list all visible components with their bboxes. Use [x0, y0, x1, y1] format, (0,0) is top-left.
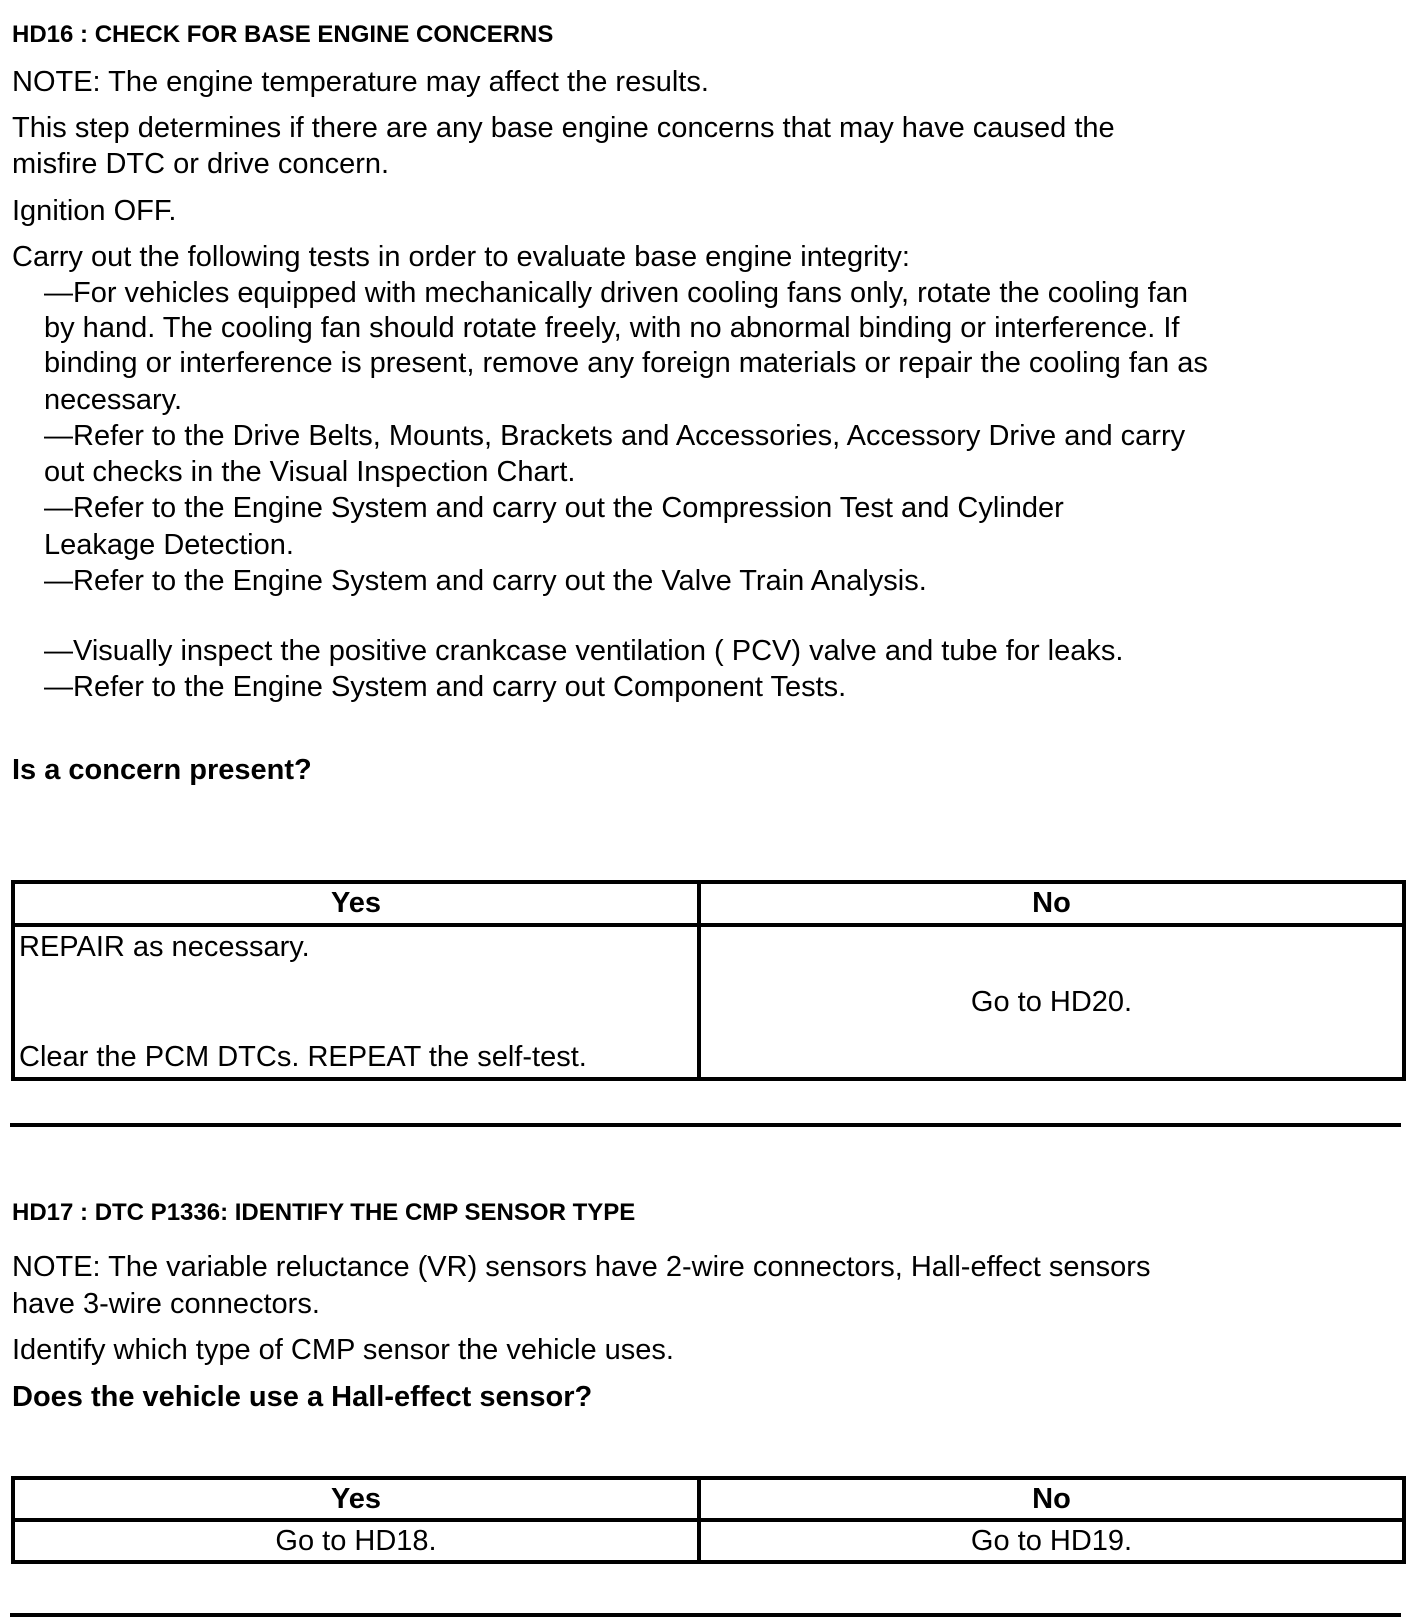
hd17-instruction: Identify which type of CMP sensor the vehicle uses. — [12, 1334, 674, 1366]
hd16-tests-intro: Carry out the following tests in order to evaluate base engine integrity: — [12, 241, 910, 273]
hd16-bullet-line: —Refer to the Engine System and carry out the Compression Test and Cylinder — [44, 492, 1064, 524]
hd17-heading: HD17 : DTC P1336: IDENTIFY THE CMP SENSOR TYPE — [12, 1199, 636, 1226]
hd16-bullet-line: out checks in the Visual Inspection Chart. — [44, 456, 576, 488]
yes-header: Yes — [13, 882, 699, 925]
hd16-intro-line-2: misfire DTC or drive concern. — [12, 148, 390, 180]
hd16-bullet-line: —Refer to the Engine System and carry out the Valve Train Analysis. — [44, 565, 927, 597]
no-header: No — [699, 882, 1404, 925]
hd16-bullet-line: —Refer to the Engine System and carry out Component Tests. — [44, 671, 847, 703]
hd16-ignition: Ignition OFF. — [12, 195, 177, 227]
hd16-bullet-line: necessary. — [44, 384, 183, 416]
section-divider — [10, 1613, 1401, 1617]
hd16-bullet-line: binding or interference is present, remove any foreign materials or repair the cooling fan as — [44, 347, 1208, 379]
hd16-intro-line-1: This step determines if there are any base engine concerns that may have caused the — [12, 112, 1115, 144]
hd16-decision-table — [11, 880, 1406, 1081]
section-divider — [10, 1123, 1401, 1127]
hd16-bullet-line: —Refer to the Drive Belts, Mounts, Brackets and Accessories, Accessory Drive and carry — [44, 420, 1186, 452]
no-cell: Go to HD19. — [699, 1520, 1404, 1562]
hd16-bullet-line: Leakage Detection. — [44, 529, 294, 561]
hd16-question: Is a concern present? — [12, 754, 312, 786]
hd16-bullet-line: —Visually inspect the positive crankcase ventilation ( PCV) valve and tube for leaks. — [44, 635, 1124, 667]
no-cell: Go to HD20. — [699, 925, 1404, 1079]
hd16-heading: HD16 : CHECK FOR BASE ENGINE CONCERNS — [12, 21, 554, 48]
hd17-note-line-1: NOTE: The variable reluctance (VR) sensors have 2-wire connectors, Hall-effect sensors — [12, 1251, 1151, 1283]
yes-action-repair: REPAIR as necessary. — [19, 931, 310, 963]
yes-cell: Go to HD18. — [13, 1520, 699, 1562]
hd17-question: Does the vehicle use a Hall-effect sensor? — [12, 1381, 593, 1413]
hd17-note-line-2: have 3-wire connectors. — [12, 1288, 320, 1320]
hd16-note: NOTE: The engine temperature may affect the results. — [12, 66, 709, 98]
yes-header: Yes — [13, 1478, 699, 1520]
hd17-decision-table — [11, 1476, 1406, 1564]
no-header: No — [699, 1478, 1404, 1520]
yes-action-clear-dtcs: Clear the PCM DTCs. REPEAT the self-test. — [19, 1041, 587, 1073]
hd16-bullet-line: by hand. The cooling fan should rotate freely, with no abnormal binding or interference. If — [44, 312, 1180, 344]
hd16-bullet-line: —For vehicles equipped with mechanically driven cooling fans only, rotate the cooling fan — [44, 277, 1188, 309]
yes-cell — [13, 925, 699, 1079]
